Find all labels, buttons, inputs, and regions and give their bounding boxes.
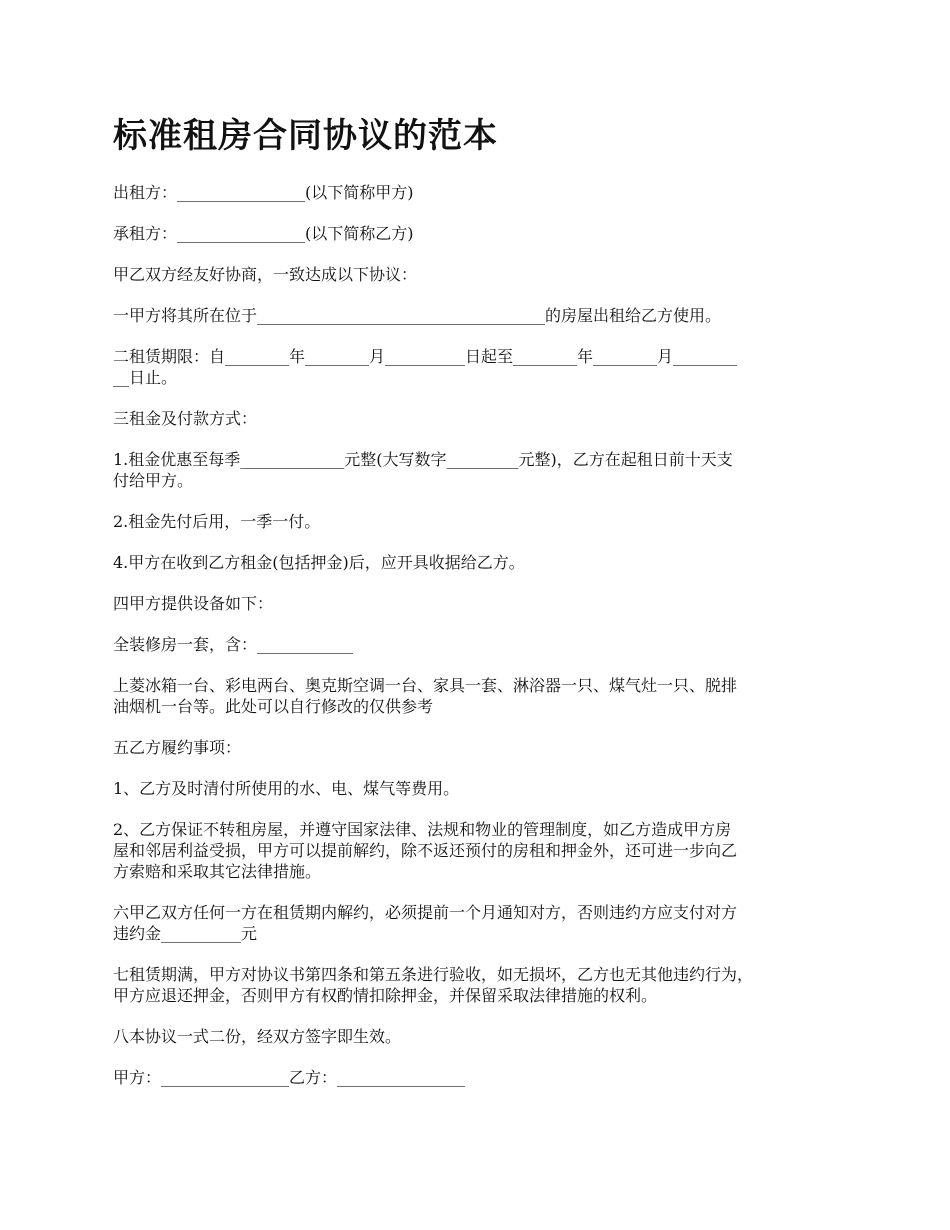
agreement-intro: 甲乙双方经友好协商，一致达成以下协议： (113, 265, 418, 284)
clause-3-item-1: 1.租金优惠至每季_____________元整(大写数字_________元整)，乙方在起租日前十天支 付给甲方。 (113, 450, 733, 490)
clause-8-copies: 八本协议一式二份，经双方签字即生效。 (113, 1027, 402, 1046)
clause-3-item-2: 2.租金先付后用，一季一付。 (113, 512, 321, 531)
lessor-line: 出租方：________________(以下简称甲方) (113, 183, 414, 202)
document-page (113, 112, 853, 1108)
clause-2-lease-term: 二租赁期限：自________年________月__________日起至________年________月________ __日止。 (113, 347, 738, 387)
clause-4-furnishing: 全装修房一套，含：____________ (113, 635, 354, 654)
clause-6-termination: 六甲乙双方任何一方在租赁期内解约，必须提前一个月通知对方，否则违约方应支付对方 违约金__________元 (113, 903, 738, 943)
clause-5-item-1: 1、乙方及时清付所使用的水、电、煤气等费用。 (113, 779, 460, 798)
lessee-line: 承租方：________________(以下简称乙方) (113, 224, 414, 243)
clause-1-premises: 一甲方将其所在位于____________________________________的房屋出租给乙方使用。 (113, 306, 722, 325)
signature-line: 甲方：________________乙方：________________ (113, 1068, 466, 1087)
clause-7-expiry: 七租赁期满，甲方对协议书第四条和第五条进行验收，如无损坏，乙方也无其他违约行为， 甲方应退还押金，否则甲方有权酌情扣除押金，并保留采取法律措施的权利。 (113, 965, 754, 1005)
clause-3-item-4: 4.甲方在收到乙方租金(包括押金)后，应开具收据给乙方。 (113, 553, 525, 572)
clause-3-heading: 三租金及付款方式： (113, 409, 258, 428)
clause-4-equipment-list: 上菱冰箱一台、彩电两台、奥克斯空调一台、家具一套、淋浴器一只、煤气灶一只、脱排 油烟机一台等。此处可以自行修改的仅供参考 (113, 676, 738, 716)
document-title: 标准租房合同协议的范本 (113, 116, 498, 156)
clause-4-heading: 四甲方提供设备如下： (113, 594, 274, 613)
clause-5-heading: 五乙方履约事项： (113, 738, 242, 757)
clause-5-item-2: 2、乙方保证不转租房屋，并遵守国家法律、法规和物业的管理制度，如乙方造成甲方房 屋和邻居利益受损，甲方可以提前解约，除不返还预付的房租和押金外，还可进一步向乙 方索赔和采取其它法律措施。 (113, 820, 738, 881)
